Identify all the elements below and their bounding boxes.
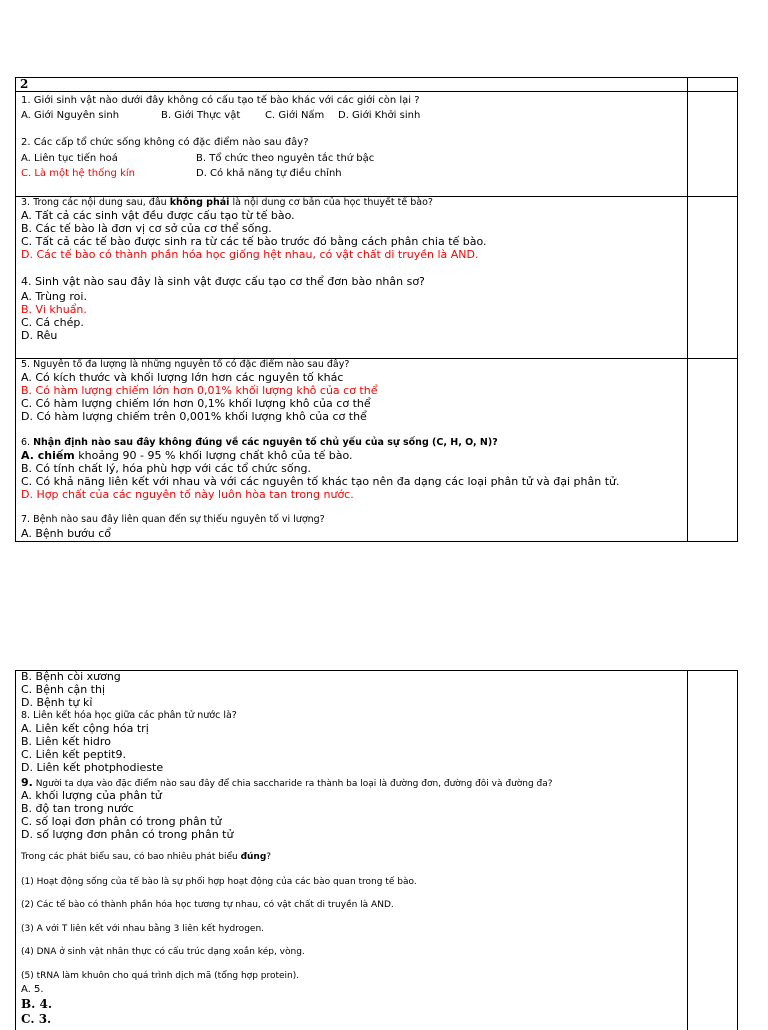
q6-text: Nhận định nào sau đây không đúng về các nguyên tố chủ yếu của sự sống (C, H, O, N)?	[33, 437, 498, 448]
question-2: 2. Các cấp tổ chức sống không có đặc điểm nào sau đây?	[21, 137, 309, 148]
q7-option-c: C. Bệnh cận thị	[21, 683, 106, 696]
q9-option-a: A. khối lượng của phân tử	[21, 789, 162, 802]
q6-number: 6.	[21, 437, 34, 448]
q4-option-c: C. Cá chép.	[21, 316, 84, 329]
q3-option-c: C. Tất cả các tế bào được sinh ra từ các tế bào trước đó bằng cách phân chia tế bào.	[21, 235, 487, 248]
q5-option-b: B. Có hàm lượng chiếm lớn hơn 0,01% khối lượng khô của cơ thể	[21, 384, 378, 397]
q10-statement-1: (1) Hoạt động sống của tế bào là sự phối hợp hoạt động của các bào quan trong tế bào.	[21, 877, 417, 887]
q10-text-post: ?	[266, 852, 272, 862]
q10-option-a: A. 5.	[21, 984, 44, 995]
q6-option-a-rest: khoảng 90 - 95 % khối lượng chất khô của tế bào.	[74, 449, 353, 462]
question-8: 8. Liên kết hóa học giữa các phân tử nước là?	[21, 710, 237, 721]
q5-option-d: D. Có hàm lượng chiếm trên 0,001% khối lượng khô của cơ thể	[21, 410, 367, 423]
table-number: 2	[20, 77, 29, 91]
question-table-2	[15, 670, 738, 1030]
q10-statement-5: (5) tRNA làm khuôn cho quá trình dịch mã (tổng hợp protein).	[21, 971, 300, 981]
q6-option-a	[21, 450, 353, 462]
q10-text-pre: Trong các phát biểu sau, có bao nhiêu phát biểu	[21, 852, 241, 862]
q10-option-c: C. 3.	[21, 1012, 52, 1026]
q7-option-a: A. Bệnh bướu cổ	[21, 527, 112, 540]
q6-option-a-bold: A. chiếm	[21, 449, 75, 462]
answer-column-divider	[687, 671, 688, 1030]
q6-option-d: D. Hợp chất của các nguyên tố này luôn hòa tan trong nước.	[21, 488, 354, 501]
answer-column-divider	[687, 78, 688, 541]
q3-text-pre: 3. Trong các nội dung sau, đâu	[21, 197, 170, 208]
row-divider	[16, 91, 737, 92]
q2-option-c: C. Là một hệ thống kín	[21, 168, 135, 179]
q3-option-d: D. Các tế bào có thành phần hóa học giống hệt nhau, có vật chất di truyền là AND.	[21, 248, 479, 261]
q3-text-bold: không phải	[169, 197, 230, 208]
question-7: 7. Bệnh nào sau đây liên quan đến sự thiếu nguyên tố vi lượng?	[21, 514, 325, 525]
question-4: 4. Sinh vật nào sau đây là sinh vật được cấu tạo cơ thể đơn bào nhân sơ?	[21, 275, 425, 288]
q5-option-c: C. Có hàm lượng chiếm lớn hơn 0,1% khối lượng khô của cơ thể	[21, 397, 371, 410]
question-5: 5. Nguyên tố đa lượng là những nguyên tố có đặc điểm nào sau đây?	[21, 359, 350, 370]
q9-option-b: B. độ tan trong nước	[21, 802, 134, 815]
q3-option-b: B. Các tế bào là đơn vị cơ sở của cơ thể sống.	[21, 222, 272, 235]
q8-option-d: D. Liên kết photphodieste	[21, 761, 164, 774]
question-table-1	[15, 77, 738, 542]
q4-option-b: B. Vi khuẩn.	[21, 303, 87, 316]
q7-option-b: B. Bệnh còi xương	[21, 670, 121, 683]
q4-option-d: D. Rêu	[21, 329, 58, 342]
q9-number: 9.	[21, 776, 33, 789]
q6-option-b: B. Có tính chất lý, hóa phù hợp với các tổ chức sống.	[21, 462, 312, 475]
question-10	[21, 853, 271, 863]
q9-option-c: C. số loại đơn phân có trong phân tử	[21, 815, 222, 828]
q1-option-a: A. Giới Nguyên sinh	[21, 110, 120, 121]
q1-option-b: B. Giới Thực vật	[161, 110, 241, 121]
question-6	[21, 438, 498, 448]
q2-option-a: A. Liên tục tiến hoá	[21, 153, 118, 164]
question-1: 1. Giới sinh vật nào dưới đây không có cấu tạo tế bào khác với các giới còn lại ?	[21, 95, 420, 106]
q9-text: Người ta dựa vào đặc điểm nào sau đây để chia saccharide ra thành ba loại là đường đơn, đường đôi và đường đa?	[32, 779, 553, 789]
q10-statement-2: (2) Các tế bào có thành phần hóa học tương tự nhau, có vật chất di truyền là AND.	[21, 900, 394, 910]
question-3	[21, 198, 433, 208]
q3-option-a: A. Tất cả các sinh vật đều được cấu tạo từ tế bào.	[21, 209, 295, 222]
q1-option-c: C. Giới Nấm	[265, 110, 325, 121]
q10-text-bold: đúng	[240, 852, 267, 862]
q9-option-d: D. số lượng đơn phân có trong phân tử	[21, 828, 234, 841]
q7-option-d: D. Bệnh tự kỉ	[21, 696, 93, 709]
q8-option-b: B. Liên kết hidro	[21, 735, 111, 748]
q1-option-d: D. Giới Khởi sinh	[338, 110, 421, 121]
q8-option-a: A. Liên kết cộng hóa trị	[21, 722, 149, 735]
q10-statement-3: (3) A với T liên kết với nhau bằng 3 liên kết hydrogen.	[21, 924, 265, 934]
q8-option-c: C. Liên kết peptit9.	[21, 748, 126, 761]
question-9	[21, 777, 553, 790]
q5-option-a: A. Có kích thước và khối lượng lớn hơn các nguyên tố khác	[21, 371, 344, 384]
q10-option-b: B. 4.	[21, 997, 53, 1011]
q2-option-b: B. Tổ chức theo nguyên tắc thứ bậc	[196, 153, 375, 164]
q3-text-post: là nội dung cơ bản của học thuyết tế bào?	[229, 197, 433, 208]
q6-option-c: C. Có khả năng liên kết với nhau và với các nguyên tố khác tạo nên đa dạng các loại phân tử và đại phân tử.	[21, 475, 620, 488]
q2-option-d: D. Có khả năng tự điều chỉnh	[196, 168, 342, 179]
q10-statement-4: (4) DNA ở sinh vật nhân thực có cấu trúc dạng xoắn kép, vòng.	[21, 947, 305, 957]
q4-option-a: A. Trùng roi.	[21, 290, 87, 303]
